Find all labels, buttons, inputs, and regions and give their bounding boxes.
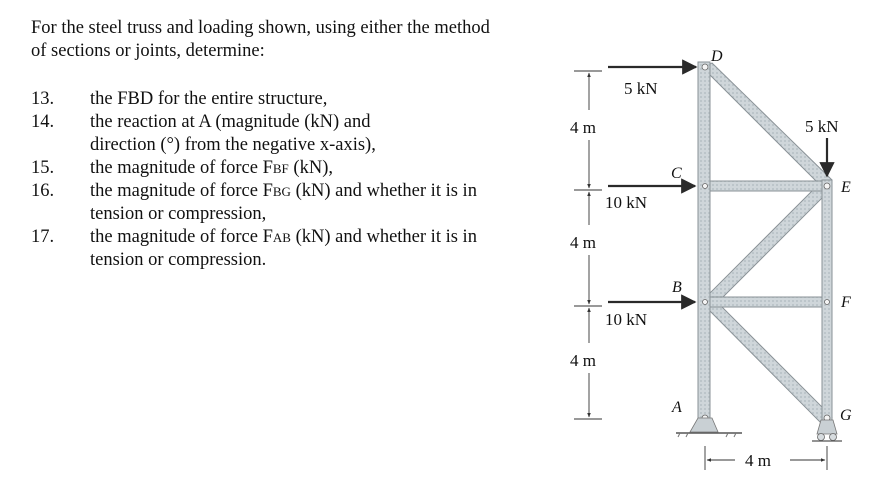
joint-label-E: E — [841, 179, 851, 196]
member-BG — [702, 297, 832, 424]
joint-label-G: G — [840, 407, 852, 424]
load-top-label: 5 kN — [624, 79, 658, 98]
joint-label-A: A — [672, 399, 682, 416]
joint-label-C: C — [671, 165, 682, 182]
question-text-pre: the magnitude of force F — [90, 227, 273, 247]
question-text-post: (kN) and whether it is in tension or compression, — [90, 181, 477, 224]
member-CE — [702, 181, 828, 191]
support-G — [812, 420, 842, 441]
dimension-label-width: 4 m — [745, 451, 771, 470]
question-text-pre: the magnitude of force F — [90, 181, 273, 201]
joint-label-D: D — [711, 48, 723, 65]
joint-label-B: B — [672, 279, 682, 296]
force-subscript: AB — [272, 230, 291, 245]
question-text-post: (kN) and whether it is in tension or compression. — [90, 227, 477, 270]
dimension-label-3: 4 m — [570, 351, 596, 370]
force-subscript: BG — [272, 184, 291, 199]
dimension-label-1: 4 m — [570, 118, 596, 137]
member-BF — [702, 297, 828, 307]
question-number: 17. — [31, 227, 55, 247]
question-number: 13. — [31, 89, 55, 109]
question-text: the reaction at A (magnitude (kN) and direction (°) from the negative x-axis), — [90, 112, 376, 155]
question-number: 15. — [31, 158, 55, 178]
support-A — [676, 418, 742, 437]
question-text-post: (kN), — [288, 158, 333, 178]
member-ABCD — [698, 62, 710, 420]
load-low-label: 10 kN — [605, 310, 648, 329]
member-EB — [702, 183, 830, 308]
question-text-pre: the magnitude of force F — [90, 158, 273, 178]
joint-label-F: F — [841, 294, 851, 311]
question-text: the FBD for the entire structure, — [90, 89, 328, 109]
question-number: 14. — [31, 112, 55, 132]
problem-intro: For the steel truss and loading shown, using either the method of sections or joints, determine: — [31, 18, 490, 61]
question-number: 16. — [31, 181, 55, 201]
dimension-label-2: 4 m — [570, 233, 596, 252]
load-right-label: 5 kN — [805, 117, 839, 136]
load-mid-label: 10 kN — [605, 193, 648, 212]
force-subscript: BF — [272, 161, 289, 176]
